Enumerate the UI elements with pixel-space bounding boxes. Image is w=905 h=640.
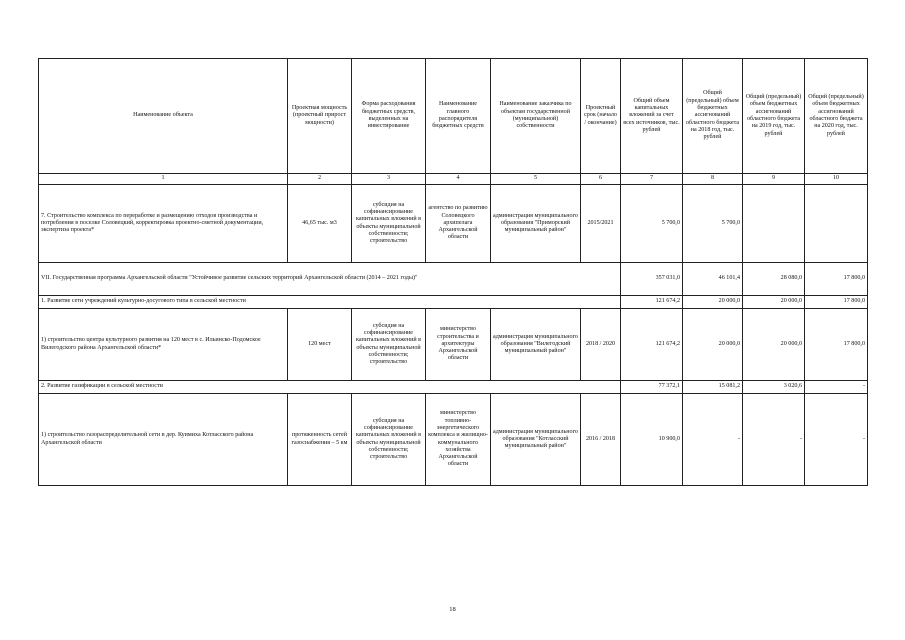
header-cell: Общий (предельный) объем бюджетных ассигнований областного бюджета на 2020 год, тыс. рублей [805, 59, 868, 174]
header-cell: Общий (предельный) объем бюджетных ассигнований областного бюджета на 2019 год, тыс. рублей [743, 59, 805, 174]
column-number: 10 [805, 174, 868, 185]
amount-2019: 20 000,0 [743, 296, 805, 309]
header-cell: Наименование заказчика по объектам государственной (муниципальной) собственности [491, 59, 581, 174]
page-number: 18 [449, 606, 456, 613]
column-number-row [39, 174, 868, 185]
amount-2018: 46 101,4 [683, 263, 743, 296]
amount-2020: 17 800,0 [805, 309, 868, 381]
header-row [39, 59, 868, 174]
total-amount: 121 674,2 [621, 296, 683, 309]
amount-2020: 17 800,0 [805, 296, 868, 309]
object-name: 7. Строительство комплекса по переработке и размещению отходов производства и потребления в поселке Соловецкий, корректировка проектно-сметной документации, экспертиза проекта* [39, 185, 288, 263]
capacity: протяженность сетей газоснабжения – 5 км [288, 394, 352, 486]
column-number: 3 [352, 174, 426, 185]
column-number: 2 [288, 174, 352, 185]
spending-form: субсидия на софинансирование капитальных вложений в объекты муниципальной собственности; строительство [352, 309, 426, 381]
table-row [39, 394, 868, 486]
object-name: 1) строительство газораспределительной сети в дер. Куимиха Котласского района Архангельской области [39, 394, 288, 486]
customer: администрация муниципального образования "Вилегодский муниципальный район" [491, 309, 581, 381]
capacity: 120 мест [288, 309, 352, 381]
amount-2019: - [743, 394, 805, 486]
header-cell: Наименование объекта [39, 59, 288, 174]
amount-2019: 28 080,0 [743, 263, 805, 296]
column-number: 7 [621, 174, 683, 185]
customer: администрация муниципального образования "Котласский муниципальный район" [491, 394, 581, 486]
header-cell: Проектная мощность (проектный прирост мощности) [288, 59, 352, 174]
section-row [39, 381, 868, 394]
amount-2018: 5 700,0 [683, 185, 743, 263]
amount-2020: - [805, 394, 868, 486]
column-number: 1 [39, 174, 288, 185]
column-number: 5 [491, 174, 581, 185]
spending-form: субсидия на софинансирование капитальных вложений в объекты муниципальной собственности; строительство [352, 394, 426, 486]
total-amount: 5 700,0 [621, 185, 683, 263]
program-title: VII. Государственная программа Архангельской области "Устойчивое развитие сельских территорий Архангельской области (2014 – 2021 годы)" [39, 263, 621, 296]
amount-2018: - [683, 394, 743, 486]
column-number: 4 [426, 174, 491, 185]
term: 2015/2021 [581, 185, 621, 263]
total-amount: 357 031,0 [621, 263, 683, 296]
term: 2018 / 2020 [581, 309, 621, 381]
header-cell: Форма расходования бюджетных средств, выделенных на инвестирование [352, 59, 426, 174]
total-amount: 10 900,0 [621, 394, 683, 486]
header-cell: Проектный срок (начало / окончание) [581, 59, 621, 174]
amount-2020: 17 800,0 [805, 263, 868, 296]
amount-2019: 3 020,6 [743, 381, 805, 394]
section-row [39, 296, 868, 309]
amount-2019 [743, 185, 805, 263]
program-row [39, 263, 868, 296]
amount-2018: 20 000,0 [683, 309, 743, 381]
investment-table [38, 58, 868, 486]
section-title: 2. Развитие газификации в сельской местности [39, 381, 621, 394]
spending-form: субсидия на софинансирование капитальных вложений в объекты муниципальной собственности; строительство [352, 185, 426, 263]
total-amount: 121 674,2 [621, 309, 683, 381]
budget-manager: агентство по развитию Соловецкого архипелага Архангельской области [426, 185, 491, 263]
capacity: 46,65 тыс. м3 [288, 185, 352, 263]
column-number: 6 [581, 174, 621, 185]
section-title: 1. Развитие сети учреждений культурно-досугового типа в сельской местности [39, 296, 621, 309]
customer: администрация муниципального образования "Приморский муниципальный район" [491, 185, 581, 263]
header-cell: Общий объем капитальных вложений за счет всех источников, тыс. рублей [621, 59, 683, 174]
budget-manager: министерство строительства и архитектуры Архангельской области [426, 309, 491, 381]
header-cell: Наименование главного распорядителя бюджетных средств [426, 59, 491, 174]
object-name: 1) строительство центра культурного развития на 120 мест в с. Ильинско-Подомское Вилегодского района Архангельской области* [39, 309, 288, 381]
amount-2020 [805, 185, 868, 263]
budget-manager: министерство топливно-энергетического комплекса и жилищно-коммунального хозяйства Архангельской области [426, 394, 491, 486]
table-row [39, 185, 868, 263]
amount-2020: - [805, 381, 868, 394]
total-amount: 77 372,1 [621, 381, 683, 394]
amount-2018: 20 000,0 [683, 296, 743, 309]
table-row [39, 309, 868, 381]
amount-2019: 20 000,0 [743, 309, 805, 381]
column-number: 8 [683, 174, 743, 185]
header-cell: Общий (предельный) объем бюджетных ассигнований областного бюджета на 2018 год, тыс. рублей [683, 59, 743, 174]
column-number: 9 [743, 174, 805, 185]
term: 2016 / 2018 [581, 394, 621, 486]
amount-2018: 15 081,2 [683, 381, 743, 394]
